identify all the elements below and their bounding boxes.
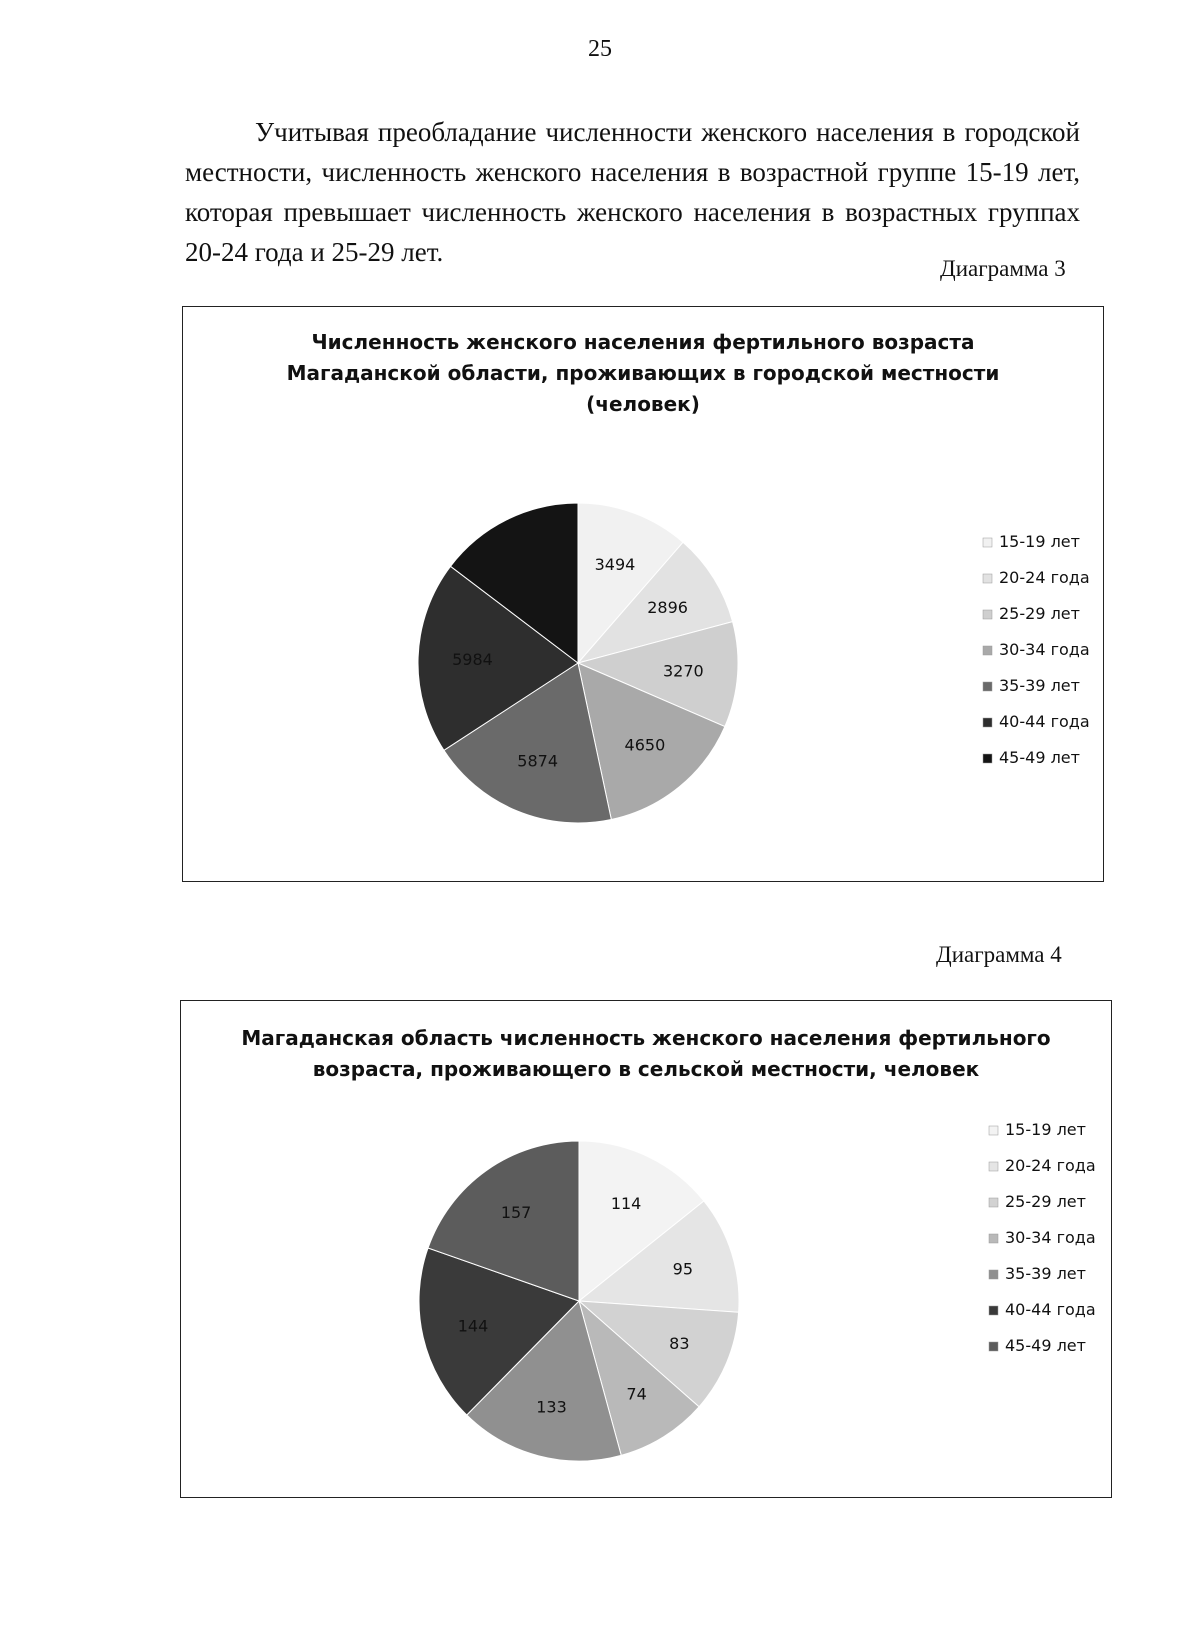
rural-legend-label-45-49-лет: 45-49 лет [1005,1336,1086,1355]
rural-legend-swatch-35-39-лет [989,1270,998,1279]
rural-data-label-15-19-лет: 114 [610,1193,642,1213]
rural-pie-svg [181,1001,1111,1497]
urban-chart-title-line-3: (человек) [586,392,700,416]
urban-legend-swatch-25-29-лет [983,610,992,619]
rural-legend-swatch-15-19-лет [989,1126,998,1135]
rural-legend-swatch-40-44-года [989,1306,998,1315]
rural-chart-title-line-1: Магаданская область численность женского населения фертильного [241,1026,1051,1050]
urban-data-label-30-34-года: 4650 [624,735,666,755]
rural-legend-swatch-20-24-года [989,1162,998,1171]
urban-legend-label-35-39-лет: 35-39 лет [999,676,1080,695]
urban-legend-label-20-24-года: 20-24 года [999,568,1090,587]
urban-data-label-20-24-года: 2896 [647,598,688,618]
rural-data-label-20-24-года: 95 [672,1259,694,1279]
rural-legend-label-35-39-лет: 35-39 лет [1005,1264,1086,1283]
rural-legend-swatch-25-29-лет [989,1198,998,1207]
rural-legend-swatch-30-34-года [989,1234,998,1243]
urban-legend-label-45-49-лет: 45-49 лет [999,748,1080,767]
urban-legend-swatch-45-49-лет [983,754,992,763]
rural-legend-label-40-44-года: 40-44 года [1005,1300,1096,1319]
rural-legend-label-30-34-года: 30-34 года [1005,1228,1096,1247]
intro-paragraph: Учитывая преобладание численности женского населения в городской местности, численность женского населения в возрастной группе 15-19 лет, которая превышает численность женского населения в возрастных группах 20-24 года и 25-29 лет. [185,117,1080,267]
rural-legend-swatch-45-49-лет [989,1342,998,1351]
urban-pie-svg [183,307,1103,881]
urban-legend-label-25-29-лет: 25-29 лет [999,604,1080,623]
urban-pie-chart [182,306,1104,882]
rural-data-label-40-44-года: 144 [457,1316,489,1336]
rural-data-label-45-49-лет: 157 [500,1203,532,1223]
rural-chart-title-line-2: возраста, проживающего в сельской местности, человек [312,1057,980,1081]
rural-data-label-25-29-лет: 83 [669,1334,690,1354]
urban-data-label-25-29-лет: 3270 [662,661,704,681]
rural-legend-label-25-29-лет: 25-29 лет [1005,1192,1086,1211]
urban-legend-swatch-20-24-года [983,574,992,583]
urban-data-label-40-44-года: 5984 [452,650,493,670]
urban-data-label-15-19-лет: 3494 [594,555,636,575]
urban-legend-label-40-44-года: 40-44 года [999,712,1090,731]
rural-legend-label-15-19-лет: 15-19 лет [1005,1120,1086,1139]
urban-legend-swatch-40-44-года [983,718,992,727]
urban-chart-title-line-1: Численность женского населения фертильного возраста [311,330,975,354]
rural-data-label-30-34-года: 74 [626,1384,647,1404]
page-number: 25 [588,36,612,62]
urban-legend-swatch-30-34-года [983,646,992,655]
rural-legend-label-20-24-года: 20-24 года [1005,1156,1096,1175]
urban-legend-label-15-19-лет: 15-19 лет [999,532,1080,551]
urban-legend-label-30-34-года: 30-34 года [999,640,1090,659]
diagram-4-caption: Диаграмма 4 [936,942,1062,967]
rural-pie-chart [180,1000,1112,1498]
rural-data-label-35-39-лет: 133 [536,1397,567,1417]
urban-legend-swatch-35-39-лет [983,682,992,691]
urban-legend-swatch-15-19-лет [983,538,992,547]
urban-chart-title-line-2: Магаданской области, проживающих в городской местности [286,361,1000,385]
urban-data-label-35-39-лет: 5874 [517,751,559,771]
diagram-3-caption: Диаграмма 3 [940,256,1066,281]
